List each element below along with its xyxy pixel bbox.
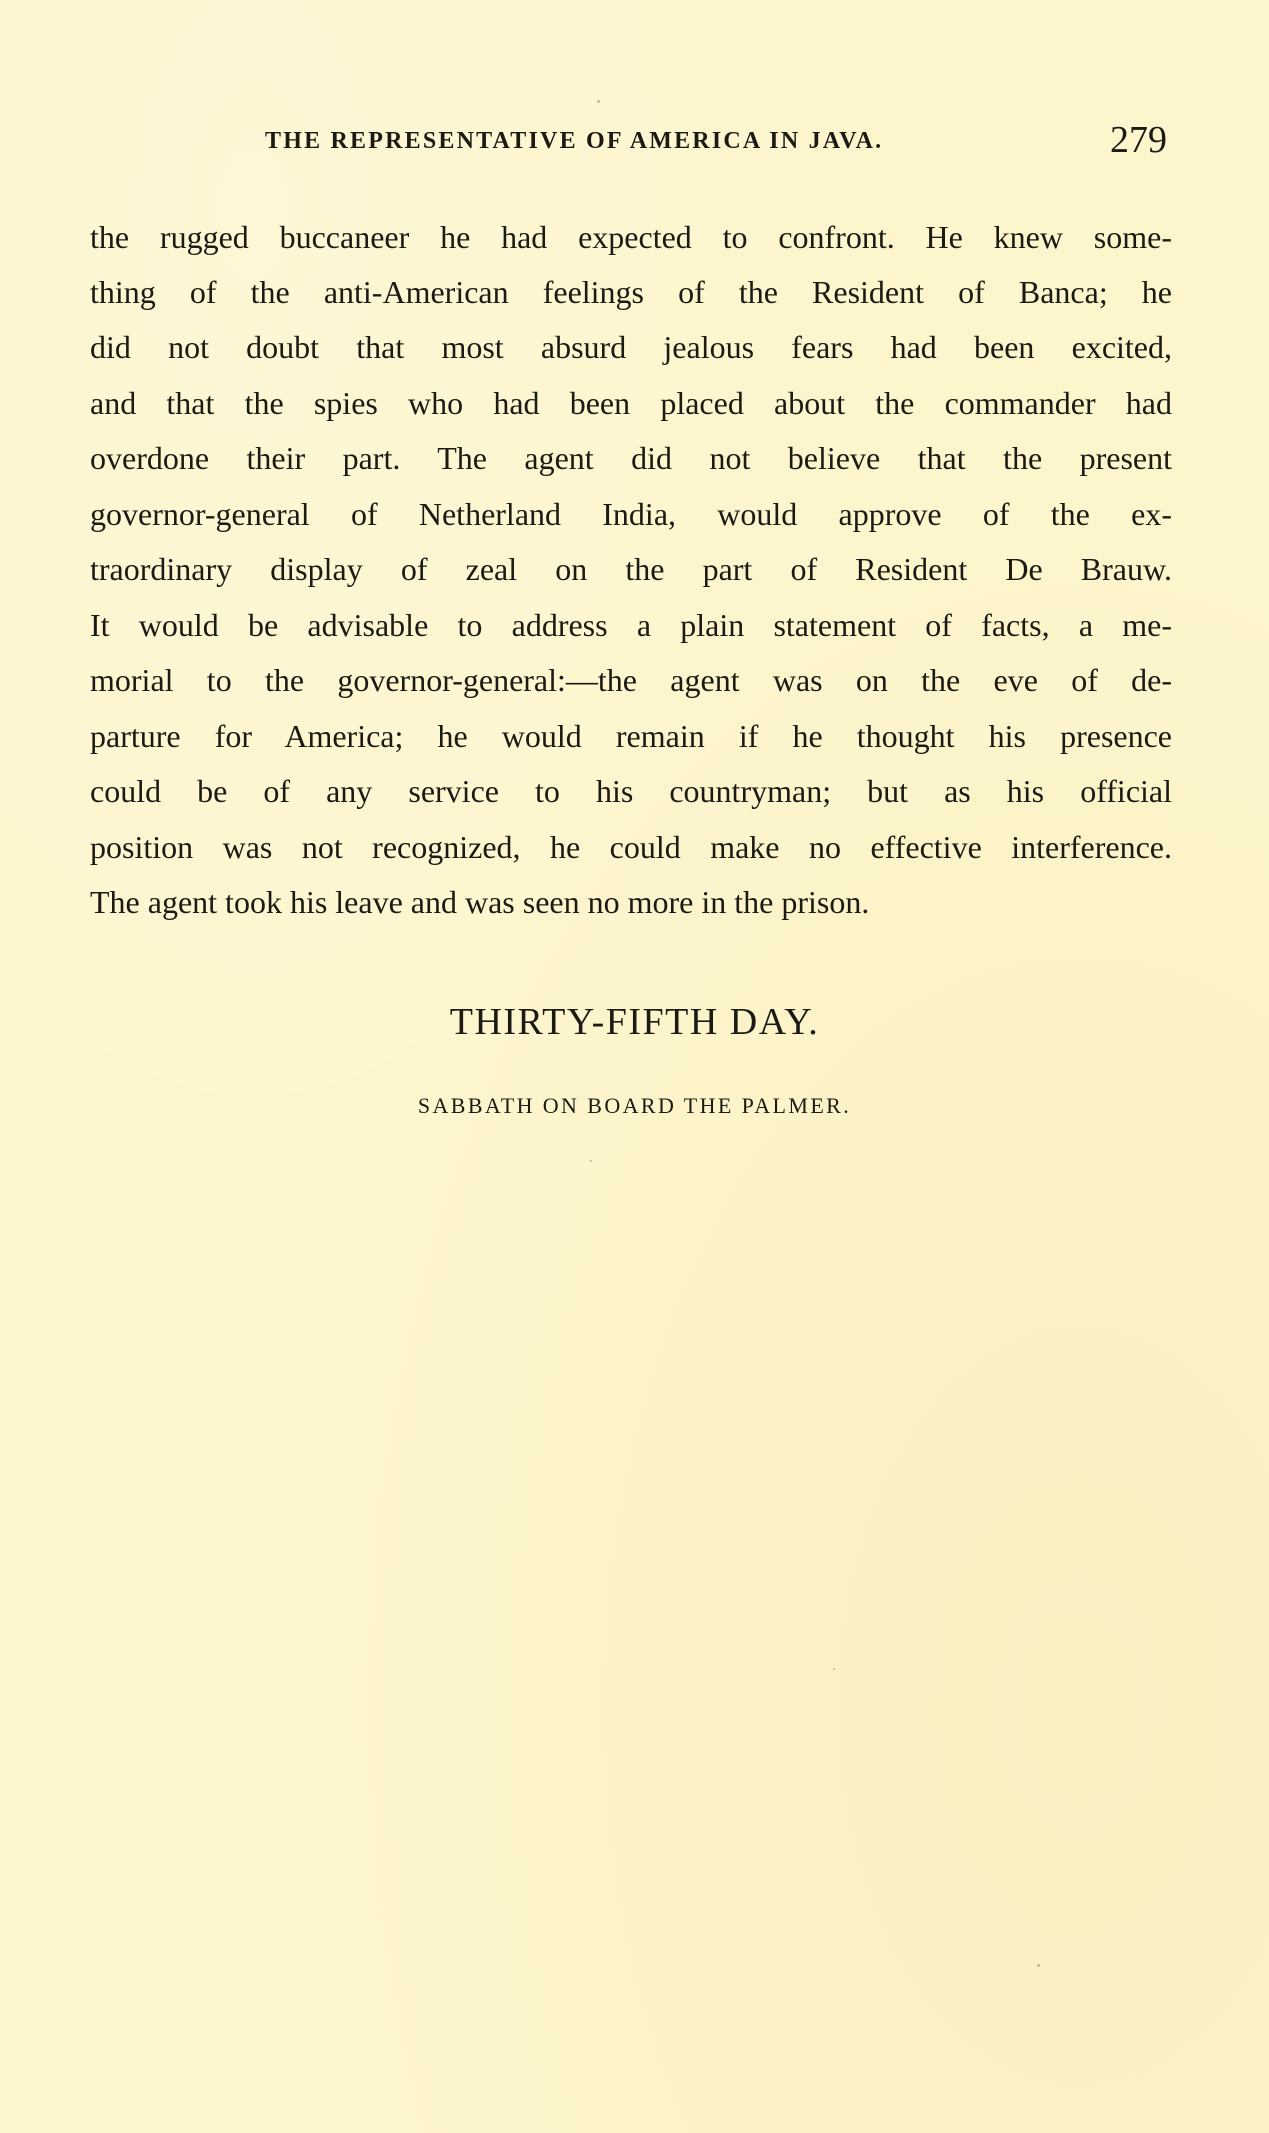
paper-speck — [1037, 1964, 1040, 1967]
paper-speck — [597, 100, 600, 103]
body-text-line: The agent took his leave and was seen no more in the prison. — [90, 884, 870, 920]
section-subtitle: SABBATH ON BOARD THE PALMER. — [417, 1093, 852, 1118]
running-head-title: THE REPRESENTATIVE OF AMERICA IN JAVA. — [265, 128, 884, 154]
body-text-line: overdone their part. The agent did not believe that the present — [90, 440, 1172, 476]
paper-speck — [833, 1668, 835, 1670]
body-text-line: thing of the anti-American feelings of the Resident of Banca; he — [90, 274, 1172, 310]
body-text-line: morial to the governor-general:—the agent was on the eve of de- — [90, 662, 1172, 698]
body-text-line: position was not recognized, he could make no effective interference. — [90, 829, 1172, 865]
page-number: 279 — [1110, 119, 1167, 161]
body-text-line: and that the spies who had been placed about the commander had — [90, 385, 1172, 421]
body-text-line: could be of any service to his countryman; but as his official — [90, 773, 1172, 809]
body-text-line: did not doubt that most absurd jealous fears had been excited, — [90, 329, 1172, 365]
body-text-line: the rugged buccaneer he had expected to confront. He knew some- — [90, 219, 1172, 255]
body-text-line: It would be advisable to address a plain statement of facts, a me- — [90, 607, 1172, 643]
paper-speck — [590, 1160, 592, 1162]
body-text-line: governor-general of Netherland India, would approve of the ex- — [90, 496, 1172, 532]
body-text-line: parture for America; he would remain if he thought his presence — [90, 718, 1172, 754]
body-text-line: traordinary display of zeal on the part of Resident De Brauw. — [90, 551, 1172, 587]
section-title: THIRTY-FIFTH DAY. — [449, 1001, 820, 1043]
